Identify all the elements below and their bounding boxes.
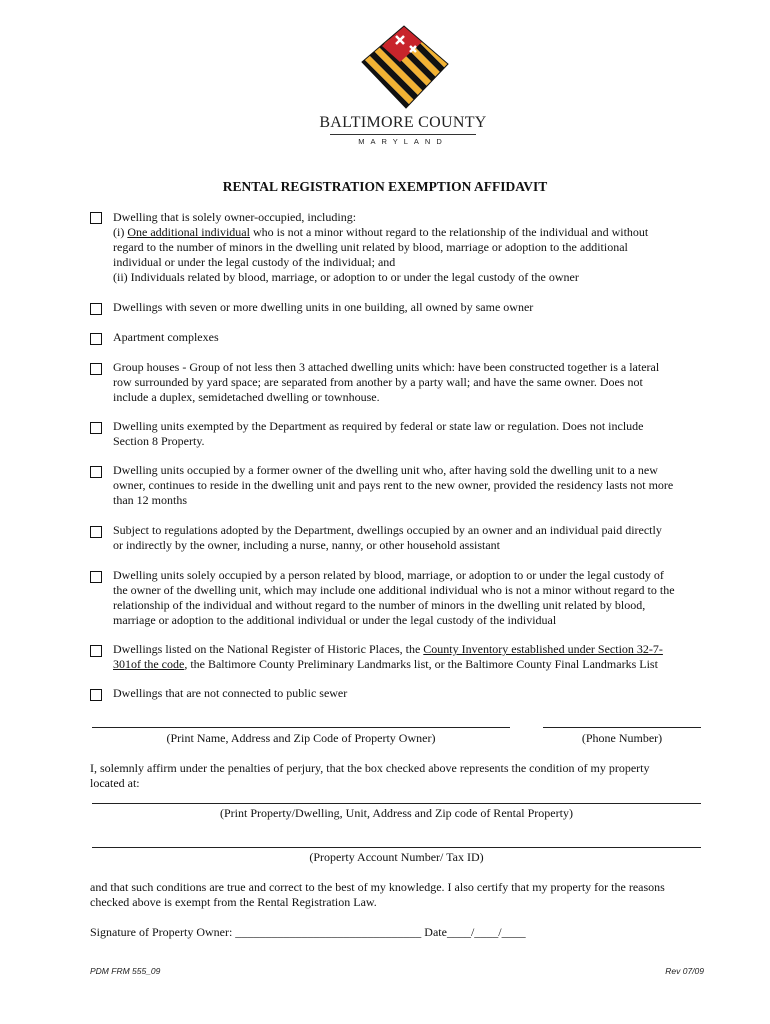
- exemption-text-segment: Dwelling that is solely owner-occupied, including:: [113, 210, 357, 224]
- exemption-text-segment: Dwellings that are not connected to public sewer: [113, 686, 348, 700]
- exemption-text-segment: the owner of the dwelling unit, which may include one additional individual who is not a minor without regard to the: [113, 583, 675, 597]
- exemption-text-segment: , the Baltimore County Preliminary Landmarks list, or the Baltimore County Final Landmarks List: [184, 657, 658, 671]
- exemption-text: [113, 568, 705, 628]
- exemption-text-segment: (ii) Individuals related by blood, marriage, or adoption to or under the legal custody of the owner: [113, 270, 579, 284]
- underlined-text: One additional individual: [127, 225, 250, 239]
- exemption-checkbox[interactable]: [90, 645, 102, 657]
- org-divider: [330, 134, 476, 135]
- account-number-line[interactable]: [92, 847, 701, 848]
- exemption-checkbox[interactable]: [90, 212, 102, 224]
- exemption-text-line: [113, 478, 705, 493]
- signature-date-line[interactable]: Signature of Property Owner: _______________________________ Date____/____/____: [90, 925, 526, 939]
- exemption-text-segment: Dwellings listed on the National Register of Historic Places, the: [113, 642, 424, 656]
- exemption-text-line: [113, 419, 705, 434]
- exemption-text: [113, 686, 705, 701]
- exemption-text-line: [113, 255, 705, 270]
- exemption-text-segment: (i): [113, 225, 128, 239]
- exemption-text-segment: Subject to regulations adopted by the Department, dwellings occupied by an owner and an individual paid directly: [113, 523, 662, 537]
- exemption-text-segment: individual or under the legal custody of the individual; and: [113, 255, 396, 269]
- exemption-text: [113, 463, 705, 508]
- exemption-text-line: [113, 360, 705, 375]
- exemption-text: [113, 642, 705, 672]
- exemption-text-line: [113, 330, 705, 345]
- property-caption: (Print Property/Dwelling, Unit, Address and Zip code of Rental Property): [220, 806, 573, 820]
- org-name: BALTIMORE COUNTY: [319, 114, 487, 131]
- exemption-text-line: [113, 538, 705, 553]
- exemption-text-line: [113, 375, 705, 390]
- exemption-text-segment: Dwellings with seven or more dwelling units in one building, all owned by same owner: [113, 300, 534, 314]
- exemption-text-line: [113, 240, 705, 255]
- owner-name-line[interactable]: [92, 727, 510, 728]
- exemption-checkbox[interactable]: [90, 422, 102, 434]
- certify-line-1: and that such conditions are true and correct to the best of my knowledge. I also certify that my property for the reasons: [90, 880, 665, 894]
- underlined-text: County Inventory established under Section 32-7-: [423, 642, 663, 656]
- exemption-text-line: [113, 390, 705, 405]
- exemption-text-line: [113, 523, 705, 538]
- exemption-checkbox[interactable]: [90, 689, 102, 701]
- exemption-checkbox[interactable]: [90, 333, 102, 345]
- exemption-text: [113, 360, 705, 405]
- org-state: MARYLAND: [358, 137, 448, 146]
- exemption-checkbox[interactable]: [90, 303, 102, 315]
- exemption-text: [113, 419, 705, 449]
- exemption-text-line: [113, 463, 705, 478]
- exemption-checkbox[interactable]: [90, 466, 102, 478]
- exemption-text-line: [113, 568, 705, 583]
- exemption-text-segment: Section 8 Property.: [113, 434, 205, 448]
- exemption-text-line: [113, 493, 705, 508]
- property-address-line[interactable]: [92, 803, 701, 804]
- form-title: RENTAL REGISTRATION EXEMPTION AFFIDAVIT: [222, 179, 548, 194]
- affirm-line-1: I, solemnly affirm under the penalties of perjury, that the box checked above represents the condition of my property: [90, 761, 650, 775]
- exemption-text-line: [113, 300, 705, 315]
- exemption-text-line: [113, 270, 705, 285]
- exemption-text: [113, 300, 705, 315]
- revision: Rev 07/09: [665, 966, 704, 976]
- form-number: PDM FRM 555_09: [90, 966, 161, 976]
- exemption-checkbox[interactable]: [90, 363, 102, 375]
- exemption-text-segment: Dwelling units occupied by a former owner of the dwelling unit who, after having sold the dwelling unit to a new: [113, 463, 658, 477]
- exemption-text-segment: Group houses - Group of not less then 3 attached dwelling units which: have been constructed together is a lateral: [113, 360, 660, 374]
- exemption-text-segment: or indirectly by the owner, including a nurse, nanny, or other household assistant: [113, 538, 500, 552]
- exemption-text-line: [113, 613, 705, 628]
- underlined-text: 301of the code: [113, 657, 185, 671]
- exemption-text-line: [113, 642, 705, 657]
- exemption-text-line: [113, 598, 705, 613]
- exemption-checkbox[interactable]: [90, 571, 102, 583]
- exemption-text-line: [113, 434, 705, 449]
- exemption-text-line: [113, 210, 705, 225]
- exemption-text-line: [113, 686, 705, 701]
- exemption-text-line: [113, 657, 705, 672]
- exemption-text: [113, 210, 705, 285]
- exemption-text-segment: relationship of the individual and without regard to the number of minors in the dwelling unit related by blood,: [113, 598, 646, 612]
- exemption-text-segment: owner, continues to reside in the dwelling unit and pays rent to the new owner, provided the residency lasts not more: [113, 478, 674, 492]
- certify-line-2: checked above is exempt from the Rental Registration Law.: [90, 895, 377, 909]
- exemption-text-segment: who is not a minor without regard to the relationship of the individual and without: [249, 225, 649, 239]
- exemption-text-segment: row surrounded by yard space; are separated from another by a party wall; and have the same owner. Does not: [113, 375, 643, 389]
- exemption-text-segment: marriage or adoption to the additional individual or under the legal custody of the individual: [113, 613, 557, 627]
- phone-line[interactable]: [543, 727, 701, 728]
- owner-caption: (Print Name, Address and Zip Code of Property Owner): [166, 731, 436, 745]
- baltimore-county-logo-icon: [360, 22, 452, 114]
- exemption-checkbox[interactable]: [90, 526, 102, 538]
- exemption-text: [113, 523, 705, 553]
- exemption-text-segment: include a duplex, semidetached dwelling or townhouse.: [113, 390, 380, 404]
- exemption-text: [113, 330, 705, 345]
- exemption-text-segment: Apartment complexes: [113, 330, 219, 344]
- exemption-text-line: [113, 583, 705, 598]
- exemption-text-segment: than 12 months: [113, 493, 187, 507]
- account-caption: (Property Account Number/ Tax ID): [309, 850, 484, 864]
- affirm-line-2: located at:: [90, 776, 140, 790]
- phone-caption: (Phone Number): [581, 731, 663, 745]
- exemption-text-segment: Dwelling units exempted by the Department as required by federal or state law or regulation. Does not include: [113, 419, 644, 433]
- exemption-text-segment: regard to the number of minors in the dwelling unit related by blood, marriage or adoption to the additional: [113, 240, 628, 254]
- exemption-text-line: [113, 225, 705, 240]
- exemption-text-segment: Dwelling units solely occupied by a person related by blood, marriage, or adoption to or under the legal custody of: [113, 568, 664, 582]
